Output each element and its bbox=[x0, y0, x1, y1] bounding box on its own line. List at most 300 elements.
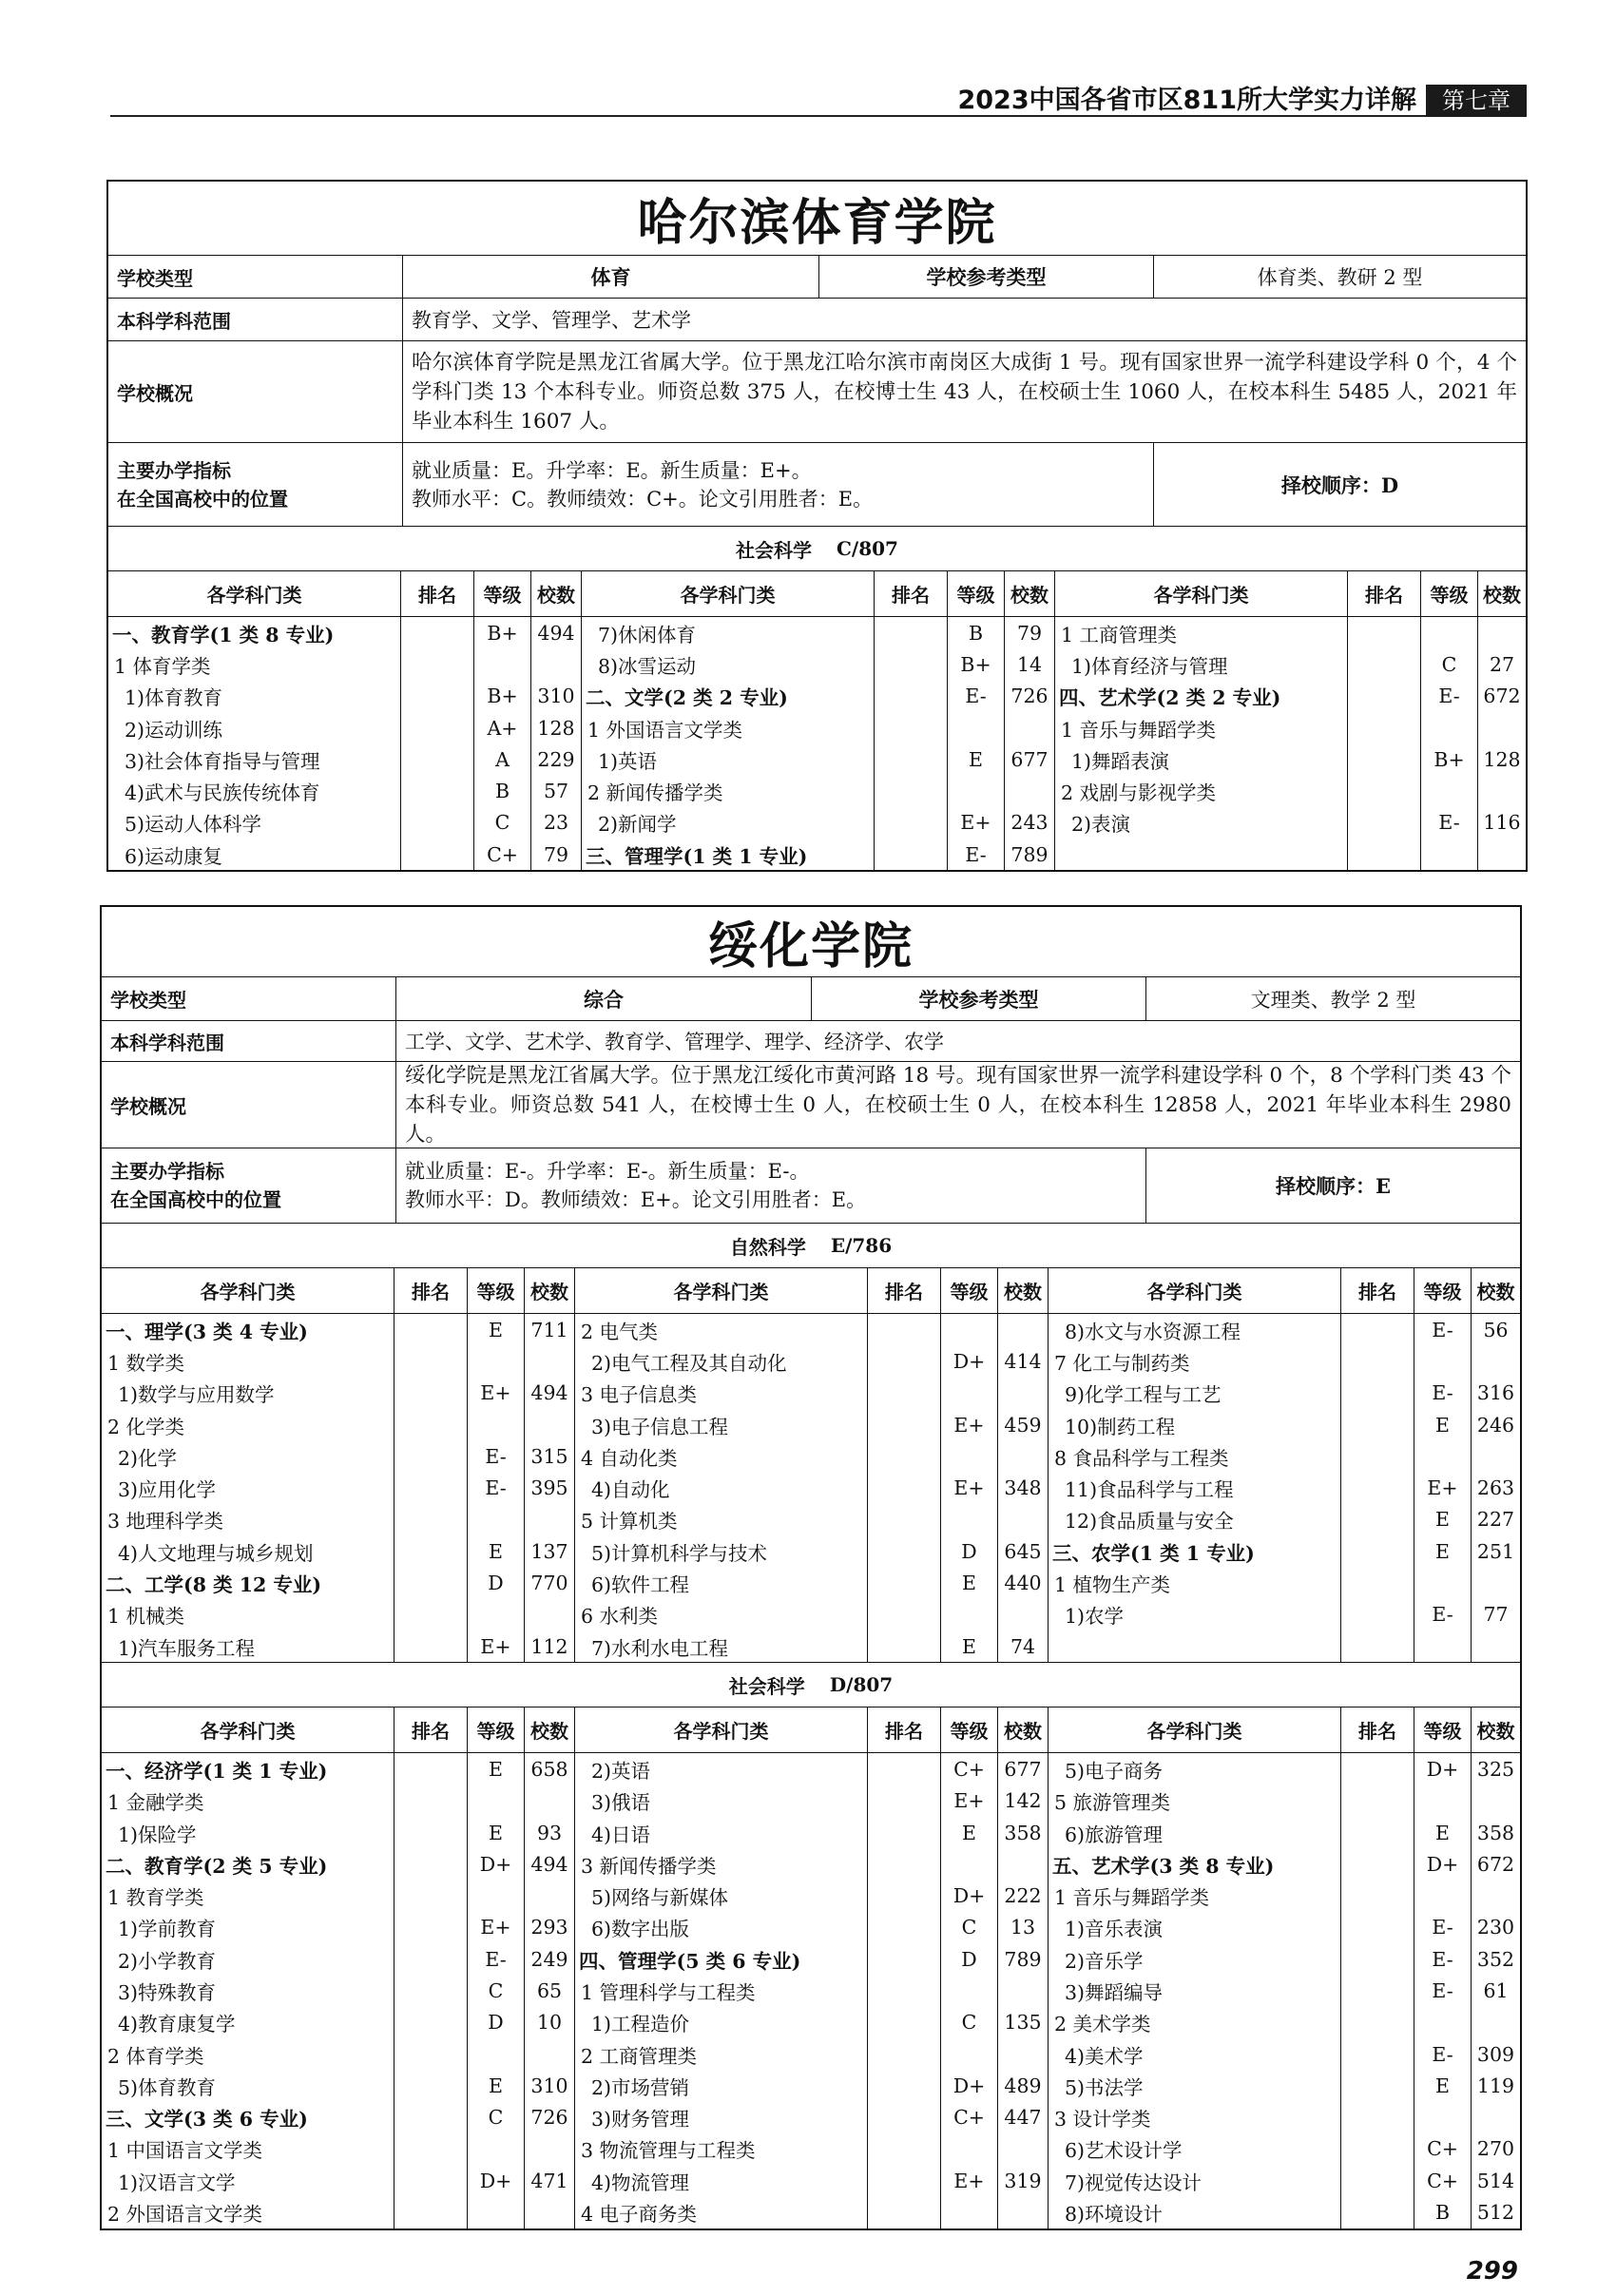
subject-row bbox=[575, 1378, 1048, 1409]
subject-count: 677 bbox=[1004, 1757, 1042, 1781]
subject-rank bbox=[1341, 1975, 1414, 2006]
subject-rank bbox=[401, 839, 474, 870]
subject-rank bbox=[394, 1880, 468, 1911]
subject-row bbox=[102, 1817, 574, 1848]
subject-rank bbox=[875, 712, 948, 743]
subject-rank bbox=[868, 1345, 941, 1377]
subject-name: 1 中国语言文学类 bbox=[102, 2133, 394, 2165]
subject-count: 116 bbox=[1483, 811, 1521, 835]
subject-rank bbox=[1341, 2102, 1414, 2133]
subject-count: 222 bbox=[1004, 1884, 1042, 1908]
subject-name: 1)英语 bbox=[582, 743, 875, 775]
column-header-row bbox=[582, 571, 1054, 617]
subject-rank bbox=[1348, 807, 1421, 839]
subject-name: 2 新闻传播学类 bbox=[582, 775, 875, 806]
subject-grade: E- bbox=[468, 1943, 525, 1975]
subject-rank bbox=[868, 1504, 941, 1535]
subject-name: 12)食品质量与安全 bbox=[1049, 1504, 1341, 1535]
column-header-count: 校数 bbox=[537, 584, 575, 607]
subject-rank bbox=[394, 1440, 468, 1472]
subject-grade: C+ bbox=[941, 2102, 998, 2133]
subject-count bbox=[525, 1504, 574, 1535]
column-header-grade: 等级 bbox=[941, 1268, 998, 1313]
subject-grade: E+ bbox=[941, 1785, 998, 1817]
subject-name: 5 旅游管理类 bbox=[1049, 1785, 1341, 1817]
subject-grade: E- bbox=[1421, 681, 1478, 712]
subject-row bbox=[575, 1753, 1048, 1785]
subject-rank bbox=[1341, 1912, 1414, 1943]
subject-count: 251 bbox=[1476, 1539, 1515, 1563]
subject-rank bbox=[868, 1848, 941, 1880]
subject-scope-row bbox=[108, 299, 1526, 341]
overview-label: 学校概况 bbox=[108, 341, 403, 442]
subject-grade: B+ bbox=[474, 617, 531, 648]
subject-rank bbox=[394, 1472, 468, 1503]
subject-count: 645 bbox=[1004, 1539, 1042, 1563]
subject-rank bbox=[868, 1785, 941, 1817]
subject-name: 2 美术学类 bbox=[1049, 2007, 1341, 2038]
subject-rank bbox=[1341, 1504, 1414, 1535]
subject-grade bbox=[1414, 1567, 1472, 1598]
subject-grade: C+ bbox=[1414, 2133, 1472, 2165]
subject-grid bbox=[102, 1268, 1520, 1663]
subject-rank bbox=[394, 1912, 468, 1943]
subject-count: 315 bbox=[530, 1444, 568, 1468]
column-header-rank: 排名 bbox=[1341, 1708, 1414, 1752]
subject-name: 1)体育经济与管理 bbox=[1055, 648, 1348, 680]
subject-rank bbox=[394, 1345, 468, 1377]
selection-order: 择校顺序：E bbox=[1275, 1174, 1391, 1198]
subject-grade: E bbox=[1414, 1535, 1472, 1567]
overview-text: 哈尔滨体育学院是黑龙江省属大学。位于黑龙江哈尔滨市南岗区大成街 1 号。现有国家世界一流学科建设学科 0 个，4 个学科门类 13 个本科专业。师资总数 375 人，在校博士生 43 人，在校硕士生 1060 人，在校本科生 5485 人，2021 年毕业本科生 1607 人。 bbox=[412, 350, 1517, 434]
subject-name: 二、文学(2 类 2 专业) bbox=[582, 681, 875, 712]
subject-count: 61 bbox=[1483, 1978, 1509, 2002]
subject-count: 119 bbox=[1476, 2074, 1515, 2097]
column-header-subject: 各学科门类 bbox=[582, 571, 875, 616]
subject-count: 270 bbox=[1476, 2137, 1515, 2161]
subject-row bbox=[102, 1567, 574, 1598]
subject-rank bbox=[1348, 648, 1421, 680]
subject-grade: E bbox=[1414, 1504, 1472, 1535]
subject-name: 2 化学类 bbox=[102, 1409, 394, 1440]
subject-grade: E- bbox=[468, 1440, 525, 1472]
subject-rank bbox=[1341, 1567, 1414, 1598]
subject-grade: D bbox=[941, 1535, 998, 1567]
subject-name: 三、农学(1 类 1 专业) bbox=[1049, 1535, 1341, 1567]
subject-row bbox=[108, 775, 581, 806]
subject-count bbox=[525, 1409, 574, 1440]
school-type-label: 学校类型 bbox=[102, 977, 396, 1020]
indicators-value bbox=[396, 1148, 1146, 1223]
subject-row bbox=[575, 1817, 1048, 1848]
subject-row bbox=[575, 2133, 1048, 2165]
column-header-subject: 各学科门类 bbox=[1049, 1268, 1341, 1313]
subject-row bbox=[575, 1314, 1048, 1345]
subject-row bbox=[1055, 681, 1526, 712]
subject-name: 1 体育学类 bbox=[108, 648, 401, 680]
subject-count bbox=[525, 2196, 574, 2228]
column-header-rank: 排名 bbox=[1341, 1268, 1414, 1313]
subject-grade: E- bbox=[468, 1472, 525, 1503]
subject-row bbox=[575, 2196, 1048, 2228]
subject-name: 2)新闻学 bbox=[582, 807, 875, 839]
subject-rank bbox=[394, 1975, 468, 2006]
subject-row bbox=[102, 1753, 574, 1785]
school-type-row bbox=[108, 256, 1526, 299]
subject-count bbox=[525, 1785, 574, 1817]
subject-count: 395 bbox=[530, 1476, 568, 1500]
column-header-grade: 等级 bbox=[1414, 1268, 1472, 1313]
subject-name: 1 植物生产类 bbox=[1049, 1567, 1341, 1598]
indicators-row bbox=[102, 1148, 1520, 1224]
subject-name: 3 新闻传播学类 bbox=[575, 1848, 868, 1880]
subject-rank bbox=[394, 2165, 468, 2196]
subject-count: 128 bbox=[1483, 747, 1521, 771]
column-header-row bbox=[575, 1708, 1048, 1753]
subject-name: 1)保险学 bbox=[102, 1817, 394, 1848]
subject-name: 1 工商管理类 bbox=[1055, 617, 1348, 648]
subject-count bbox=[1478, 775, 1526, 806]
subject-name: 1)农学 bbox=[1049, 1599, 1341, 1630]
subject-name: 3 物流管理与工程类 bbox=[575, 2133, 868, 2165]
subject-grade: C+ bbox=[1414, 2165, 1472, 2196]
subject-grade: D+ bbox=[941, 1345, 998, 1377]
subject-rank bbox=[394, 2007, 468, 2038]
subject-count: 77 bbox=[1483, 1603, 1509, 1627]
subject-name: 2)音乐学 bbox=[1049, 1943, 1341, 1975]
subject-rank bbox=[1341, 1409, 1414, 1440]
indicators-value bbox=[403, 443, 1154, 526]
indicators-line1: 就业质量：E。升学率：E。新生质量：E+。 bbox=[412, 458, 812, 482]
subject-row bbox=[1049, 1785, 1520, 1817]
subject-name: 3)社会体育指导与管理 bbox=[108, 743, 401, 775]
indicators-line1: 就业质量：E-。升学率：E-。新生质量：E-。 bbox=[405, 1160, 810, 1183]
subject-rank bbox=[1341, 1378, 1414, 1409]
section-score: D/807 bbox=[829, 1673, 894, 1697]
subject-row bbox=[102, 1535, 574, 1567]
subject-name: 1)学前教育 bbox=[102, 1912, 394, 1943]
subject-count: 414 bbox=[1004, 1349, 1042, 1373]
subject-count: 128 bbox=[537, 716, 575, 740]
subject-row bbox=[575, 1943, 1048, 1975]
subject-rank bbox=[394, 1535, 468, 1567]
subject-row bbox=[1049, 2102, 1520, 2133]
subject-grade bbox=[941, 1440, 998, 1472]
subject-row bbox=[575, 1912, 1048, 1943]
subject-grade: D bbox=[468, 2007, 525, 2038]
subject-row bbox=[102, 1345, 574, 1377]
subject-count bbox=[1478, 617, 1526, 648]
subject-row bbox=[1049, 1848, 1520, 1880]
subject-rank bbox=[1348, 839, 1421, 870]
subject-name: 2)英语 bbox=[575, 1753, 868, 1785]
subject-grade bbox=[1414, 2007, 1472, 2038]
subject-count bbox=[1472, 1567, 1520, 1598]
subject-rank bbox=[1341, 1630, 1414, 1662]
subject-grade: E- bbox=[1414, 2038, 1472, 2070]
subject-grade: E+ bbox=[468, 1630, 525, 1662]
subject-count bbox=[1005, 712, 1054, 743]
subject-grade: E+ bbox=[941, 1409, 998, 1440]
overview-cell bbox=[396, 1062, 1520, 1148]
column-header-rank: 排名 bbox=[401, 571, 474, 616]
subject-grade bbox=[468, 2196, 525, 2228]
subject-name: 3 地理科学类 bbox=[102, 1504, 394, 1535]
subject-count: 672 bbox=[1476, 1852, 1515, 1876]
subject-rank bbox=[868, 2196, 941, 2228]
subject-rank bbox=[868, 2038, 941, 2070]
subject-name: 2)化学 bbox=[102, 1440, 394, 1472]
subject-name: 五、艺术学(3 类 8 专业) bbox=[1049, 1848, 1341, 1880]
subject-count: 358 bbox=[1004, 1821, 1042, 1844]
subject-row bbox=[1055, 617, 1526, 648]
subject-count: 789 bbox=[1010, 842, 1049, 866]
column-header-grade: 等级 bbox=[468, 1268, 525, 1313]
subject-name: 1)汉语言文学 bbox=[102, 2165, 394, 2196]
subject-rank bbox=[401, 681, 474, 712]
subject-rank bbox=[1348, 712, 1421, 743]
subject-count bbox=[525, 2133, 574, 2165]
subject-grade: E- bbox=[948, 681, 1005, 712]
column-header-rank: 排名 bbox=[394, 1708, 468, 1752]
subject-count: 658 bbox=[530, 1757, 568, 1781]
subject-count: 56 bbox=[1483, 1318, 1509, 1341]
subject-row bbox=[582, 617, 1054, 648]
subject-rank bbox=[394, 1817, 468, 1848]
column-header-rank: 排名 bbox=[875, 571, 948, 616]
subject-count bbox=[1472, 1880, 1520, 1911]
subject-column-block bbox=[1049, 1268, 1520, 1662]
subject-count: 494 bbox=[537, 621, 575, 645]
column-header-count: 校数 bbox=[1476, 1281, 1515, 1303]
school-type-label: 学校类型 bbox=[108, 256, 403, 298]
subject-count bbox=[998, 2196, 1048, 2228]
header-rule bbox=[110, 115, 1426, 117]
subject-row bbox=[575, 1504, 1048, 1535]
subject-name: 10)制药工程 bbox=[1049, 1409, 1341, 1440]
subject-row bbox=[1049, 1504, 1520, 1535]
column-header-rank: 排名 bbox=[1348, 571, 1421, 616]
subject-column-block bbox=[582, 571, 1055, 870]
subject-name: 7)视觉传达设计 bbox=[1049, 2165, 1341, 2196]
subject-rank bbox=[1348, 681, 1421, 712]
subject-row bbox=[582, 648, 1054, 680]
subject-row bbox=[102, 2133, 574, 2165]
subject-grade bbox=[1421, 775, 1478, 806]
subject-name: 4)人文地理与城乡规划 bbox=[102, 1535, 394, 1567]
overview-label: 学校概况 bbox=[102, 1062, 396, 1148]
subject-name: 9)化学工程与工艺 bbox=[1049, 1378, 1341, 1409]
subject-grade: C bbox=[941, 2007, 998, 2038]
subject-count: 512 bbox=[1476, 2201, 1515, 2225]
subject-row bbox=[582, 681, 1054, 712]
subject-name: 四、管理学(5 类 6 专业) bbox=[575, 1943, 868, 1975]
section-score: C/807 bbox=[837, 537, 898, 560]
subject-count bbox=[531, 648, 581, 680]
column-header-count: 校数 bbox=[1010, 584, 1049, 607]
subject-count: 316 bbox=[1476, 1381, 1515, 1405]
school-name: 绥化学院 bbox=[102, 907, 1520, 977]
subject-name: 1 机械类 bbox=[102, 1599, 394, 1630]
subject-count: 471 bbox=[530, 2169, 568, 2192]
subject-rank bbox=[1348, 743, 1421, 775]
subject-count: 770 bbox=[530, 1572, 568, 1595]
subject-row bbox=[575, 2070, 1048, 2101]
subject-count bbox=[1478, 839, 1526, 870]
subject-count bbox=[1472, 2102, 1520, 2133]
subject-grade: E- bbox=[1414, 1943, 1472, 1975]
subject-rank bbox=[868, 1880, 941, 1911]
subject-row bbox=[1049, 1943, 1520, 1975]
subject-row bbox=[575, 1472, 1048, 1503]
subject-count bbox=[1005, 775, 1054, 806]
subject-count: 310 bbox=[537, 685, 575, 708]
subject-rank bbox=[1341, 1943, 1414, 1975]
subject-name: 二、工学(8 类 12 专业) bbox=[102, 1567, 394, 1598]
subject-count: 726 bbox=[1010, 685, 1049, 708]
subject-name: 1 教育学类 bbox=[102, 1880, 394, 1911]
subject-grade: E+ bbox=[1414, 1472, 1472, 1503]
subject-count: 447 bbox=[1004, 2106, 1042, 2130]
indicators-line2: 教师水平：D。教师绩效：E+。论文引用胜者：E。 bbox=[405, 1188, 867, 1211]
subject-count: 293 bbox=[530, 1916, 568, 1939]
subject-rank bbox=[868, 1817, 941, 1848]
subject-row bbox=[102, 1314, 574, 1345]
subject-row bbox=[575, 1785, 1048, 1817]
section-category: 自然科学 bbox=[729, 1235, 806, 1259]
subject-grade: E+ bbox=[941, 2165, 998, 2196]
subject-name: 3)电子信息工程 bbox=[575, 1409, 868, 1440]
subject-rank bbox=[1341, 1848, 1414, 1880]
subject-count: 246 bbox=[1476, 1413, 1515, 1437]
subject-grade: E bbox=[468, 1817, 525, 1848]
subject-count: 10 bbox=[536, 2011, 563, 2035]
subject-rank bbox=[394, 2196, 468, 2228]
subject-row bbox=[1049, 1314, 1520, 1345]
subject-count: 135 bbox=[1004, 2011, 1042, 2035]
subject-rank bbox=[875, 839, 948, 870]
subject-count: 13 bbox=[1010, 1916, 1036, 1939]
subject-row bbox=[108, 648, 581, 680]
subject-scope-value: 工学、文学、艺术学、教育学、管理学、理学、经济学、农学 bbox=[405, 1031, 944, 1053]
subject-row bbox=[1055, 648, 1526, 680]
subject-rank bbox=[401, 617, 474, 648]
subject-grade: C+ bbox=[474, 839, 531, 870]
indicators-line2: 教师水平：C。教师绩效：C+。论文引用胜者：E。 bbox=[412, 487, 874, 511]
subject-count: 65 bbox=[536, 1978, 563, 2002]
column-header-grade: 等级 bbox=[1421, 571, 1478, 616]
subject-row bbox=[582, 839, 1054, 870]
subject-grade: E bbox=[468, 2070, 525, 2101]
subject-rank bbox=[875, 681, 948, 712]
subject-row bbox=[108, 743, 581, 775]
subject-count: 57 bbox=[543, 780, 569, 803]
subject-scope-row bbox=[102, 1021, 1520, 1062]
subject-count: 672 bbox=[1483, 685, 1521, 708]
subject-row bbox=[102, 1943, 574, 1975]
subject-grade: E bbox=[941, 1567, 998, 1598]
subject-row bbox=[102, 2165, 574, 2196]
subject-rank bbox=[868, 1567, 941, 1598]
subject-row bbox=[575, 1630, 1048, 1662]
subject-sections bbox=[102, 1224, 1520, 2228]
subject-row bbox=[575, 2165, 1048, 2196]
reference-type-label: 学校参考类型 bbox=[819, 256, 1154, 298]
subject-name: 8)水文与水资源工程 bbox=[1049, 1314, 1341, 1345]
subject-name: 5)书法学 bbox=[1049, 2070, 1341, 2101]
subject-scope-label: 本科学科范围 bbox=[108, 299, 403, 340]
subject-rank bbox=[1341, 1753, 1414, 1785]
subject-grade bbox=[941, 1504, 998, 1535]
school-type-row bbox=[102, 977, 1520, 1021]
column-header-grade: 等级 bbox=[468, 1708, 525, 1752]
subject-grade bbox=[941, 1378, 998, 1409]
subject-name: 4)教育康复学 bbox=[102, 2007, 394, 2038]
subject-name: 1 外国语言文学类 bbox=[582, 712, 875, 743]
subject-name: 二、教育学(2 类 5 专业) bbox=[102, 1848, 394, 1880]
overview-row bbox=[102, 1062, 1520, 1148]
subject-count: 514 bbox=[1476, 2169, 1515, 2192]
subject-name: 11)食品科学与工程 bbox=[1049, 1472, 1341, 1503]
subject-grade: E bbox=[1414, 1409, 1472, 1440]
subject-row bbox=[582, 712, 1054, 743]
subject-name: 7)水利水电工程 bbox=[575, 1630, 868, 1662]
subject-name: 1)音乐表演 bbox=[1049, 1912, 1341, 1943]
subject-scope-value: 教育学、文学、管理学、艺术学 bbox=[412, 309, 691, 332]
subject-grade bbox=[1414, 2102, 1472, 2133]
subject-row bbox=[1049, 1440, 1520, 1472]
subject-rank bbox=[868, 1472, 941, 1503]
subject-grade bbox=[468, 1599, 525, 1630]
subject-name: 4 自动化类 bbox=[575, 1440, 868, 1472]
school-type-value: 综合 bbox=[396, 977, 812, 1020]
subject-column-block bbox=[575, 1268, 1049, 1662]
subject-row bbox=[582, 743, 1054, 775]
subject-count: 494 bbox=[530, 1852, 568, 1876]
subject-row bbox=[1049, 1817, 1520, 1848]
indicators-label-line1: 主要办学指标 bbox=[110, 1160, 224, 1183]
subject-count: 14 bbox=[1016, 652, 1043, 676]
subject-count: 459 bbox=[1004, 1413, 1042, 1437]
column-header-row bbox=[102, 1268, 574, 1314]
indicators-label bbox=[108, 443, 403, 526]
subject-row bbox=[575, 1880, 1048, 1911]
subject-row bbox=[108, 839, 581, 870]
subject-grade: C+ bbox=[941, 1753, 998, 1785]
subject-count: 230 bbox=[1476, 1916, 1515, 1939]
subject-rank bbox=[875, 807, 948, 839]
subject-grade: D+ bbox=[941, 2070, 998, 2101]
subject-name: 2 工商管理类 bbox=[575, 2038, 868, 2070]
subject-grade: B+ bbox=[1421, 743, 1478, 775]
reference-type-value: 体育类、教研 2 型 bbox=[1257, 266, 1423, 289]
subject-grade: D+ bbox=[941, 1880, 998, 1911]
subject-name: 1)汽车服务工程 bbox=[102, 1630, 394, 1662]
subject-name: 1 音乐与舞蹈学类 bbox=[1055, 712, 1348, 743]
subject-row bbox=[575, 2007, 1048, 2038]
subject-count: 229 bbox=[537, 747, 575, 771]
subject-rank bbox=[1341, 1345, 1414, 1377]
empty-row bbox=[1055, 839, 1526, 870]
subject-grade bbox=[468, 1785, 525, 1817]
subject-row bbox=[1049, 1378, 1520, 1409]
subject-count: 310 bbox=[530, 2074, 568, 2097]
subject-name bbox=[1055, 839, 1348, 870]
subject-rank bbox=[868, 2133, 941, 2165]
subject-name: 4)美术学 bbox=[1049, 2038, 1341, 2070]
subject-rank bbox=[868, 1943, 941, 1975]
subject-name: 2 戏剧与影视学类 bbox=[1055, 775, 1348, 806]
